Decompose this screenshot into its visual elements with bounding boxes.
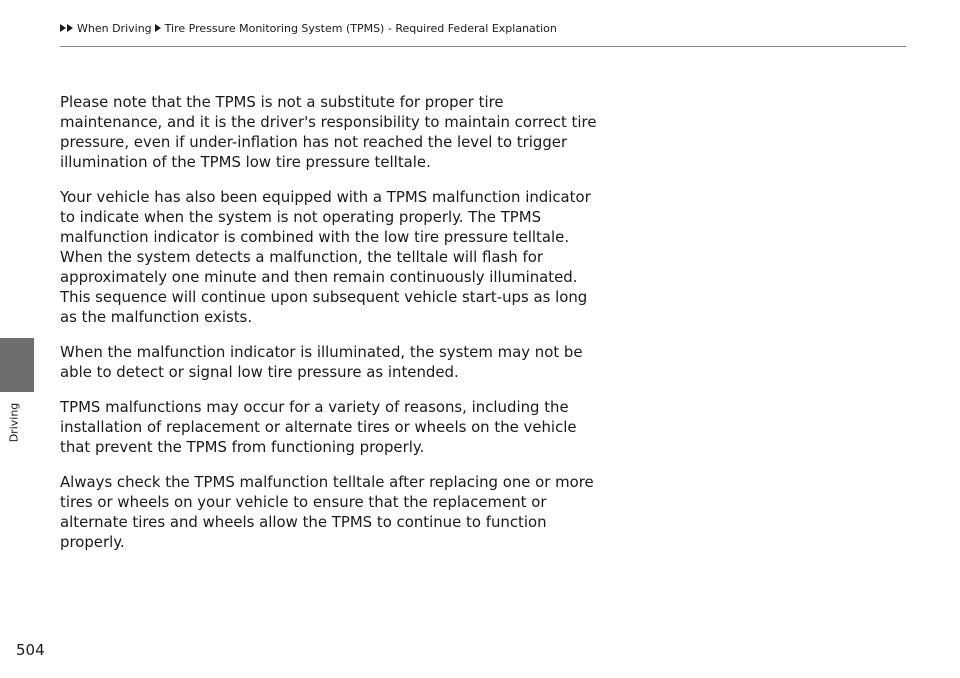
- page-number: 504: [16, 641, 45, 659]
- body-text: [60, 92, 600, 567]
- section-label: [3, 393, 25, 451]
- triangle-right-icon: [155, 24, 162, 32]
- section-tab-marker: [0, 338, 34, 392]
- double-triangle-right-icon: [60, 24, 74, 32]
- header-divider: [60, 46, 906, 47]
- paragraph-malfunction-indicator: Your vehicle has also been equipped with a TPMS malfunction indicator to indicate when the system is not operating properly. The TPMS malfunction indicator is combined with the low tire pressure telltale. When the system detects a malfunction, the telltale will flash for approximately one minute and then remain continuously illuminated. This sequence will continue upon subsequent vehicle start-ups as long as the malfunction exists.: [60, 188, 591, 326]
- paragraph-tpms-not-substitute: Please note that the TPMS is not a substitute for proper tire maintenance, and it is the driver's responsibility to maintain correct tire pressure, even if under-inflation has not reached the level to trigger illumination of the TPMS low tire pressure telltale.: [60, 93, 597, 171]
- section-label-text: Driving: [7, 402, 21, 442]
- breadcrumb: [60, 19, 557, 37]
- paragraph-check-telltale: Always check the TPMS malfunction telltale after replacing one or more tires or wheels on your vehicle to ensure that the replacement or alternate tires and wheels allow the TPMS to continue to function properly.: [60, 473, 594, 551]
- breadcrumb-item-when-driving[interactable]: When Driving: [77, 21, 152, 35]
- paragraph-indicator-illuminated: When the malfunction indicator is illuminated, the system may not be able to detect or signal low tire pressure as intended.: [60, 343, 583, 381]
- paragraph-malfunction-reasons: TPMS malfunctions may occur for a variety of reasons, including the installation of replacement or alternate tires or wheels on the vehicle that prevent the TPMS from functioning properly.: [60, 398, 577, 456]
- breadcrumb-item-tpms-federal-explanation[interactable]: Tire Pressure Monitoring System (TPMS) - Required Federal Explanation: [164, 21, 557, 35]
